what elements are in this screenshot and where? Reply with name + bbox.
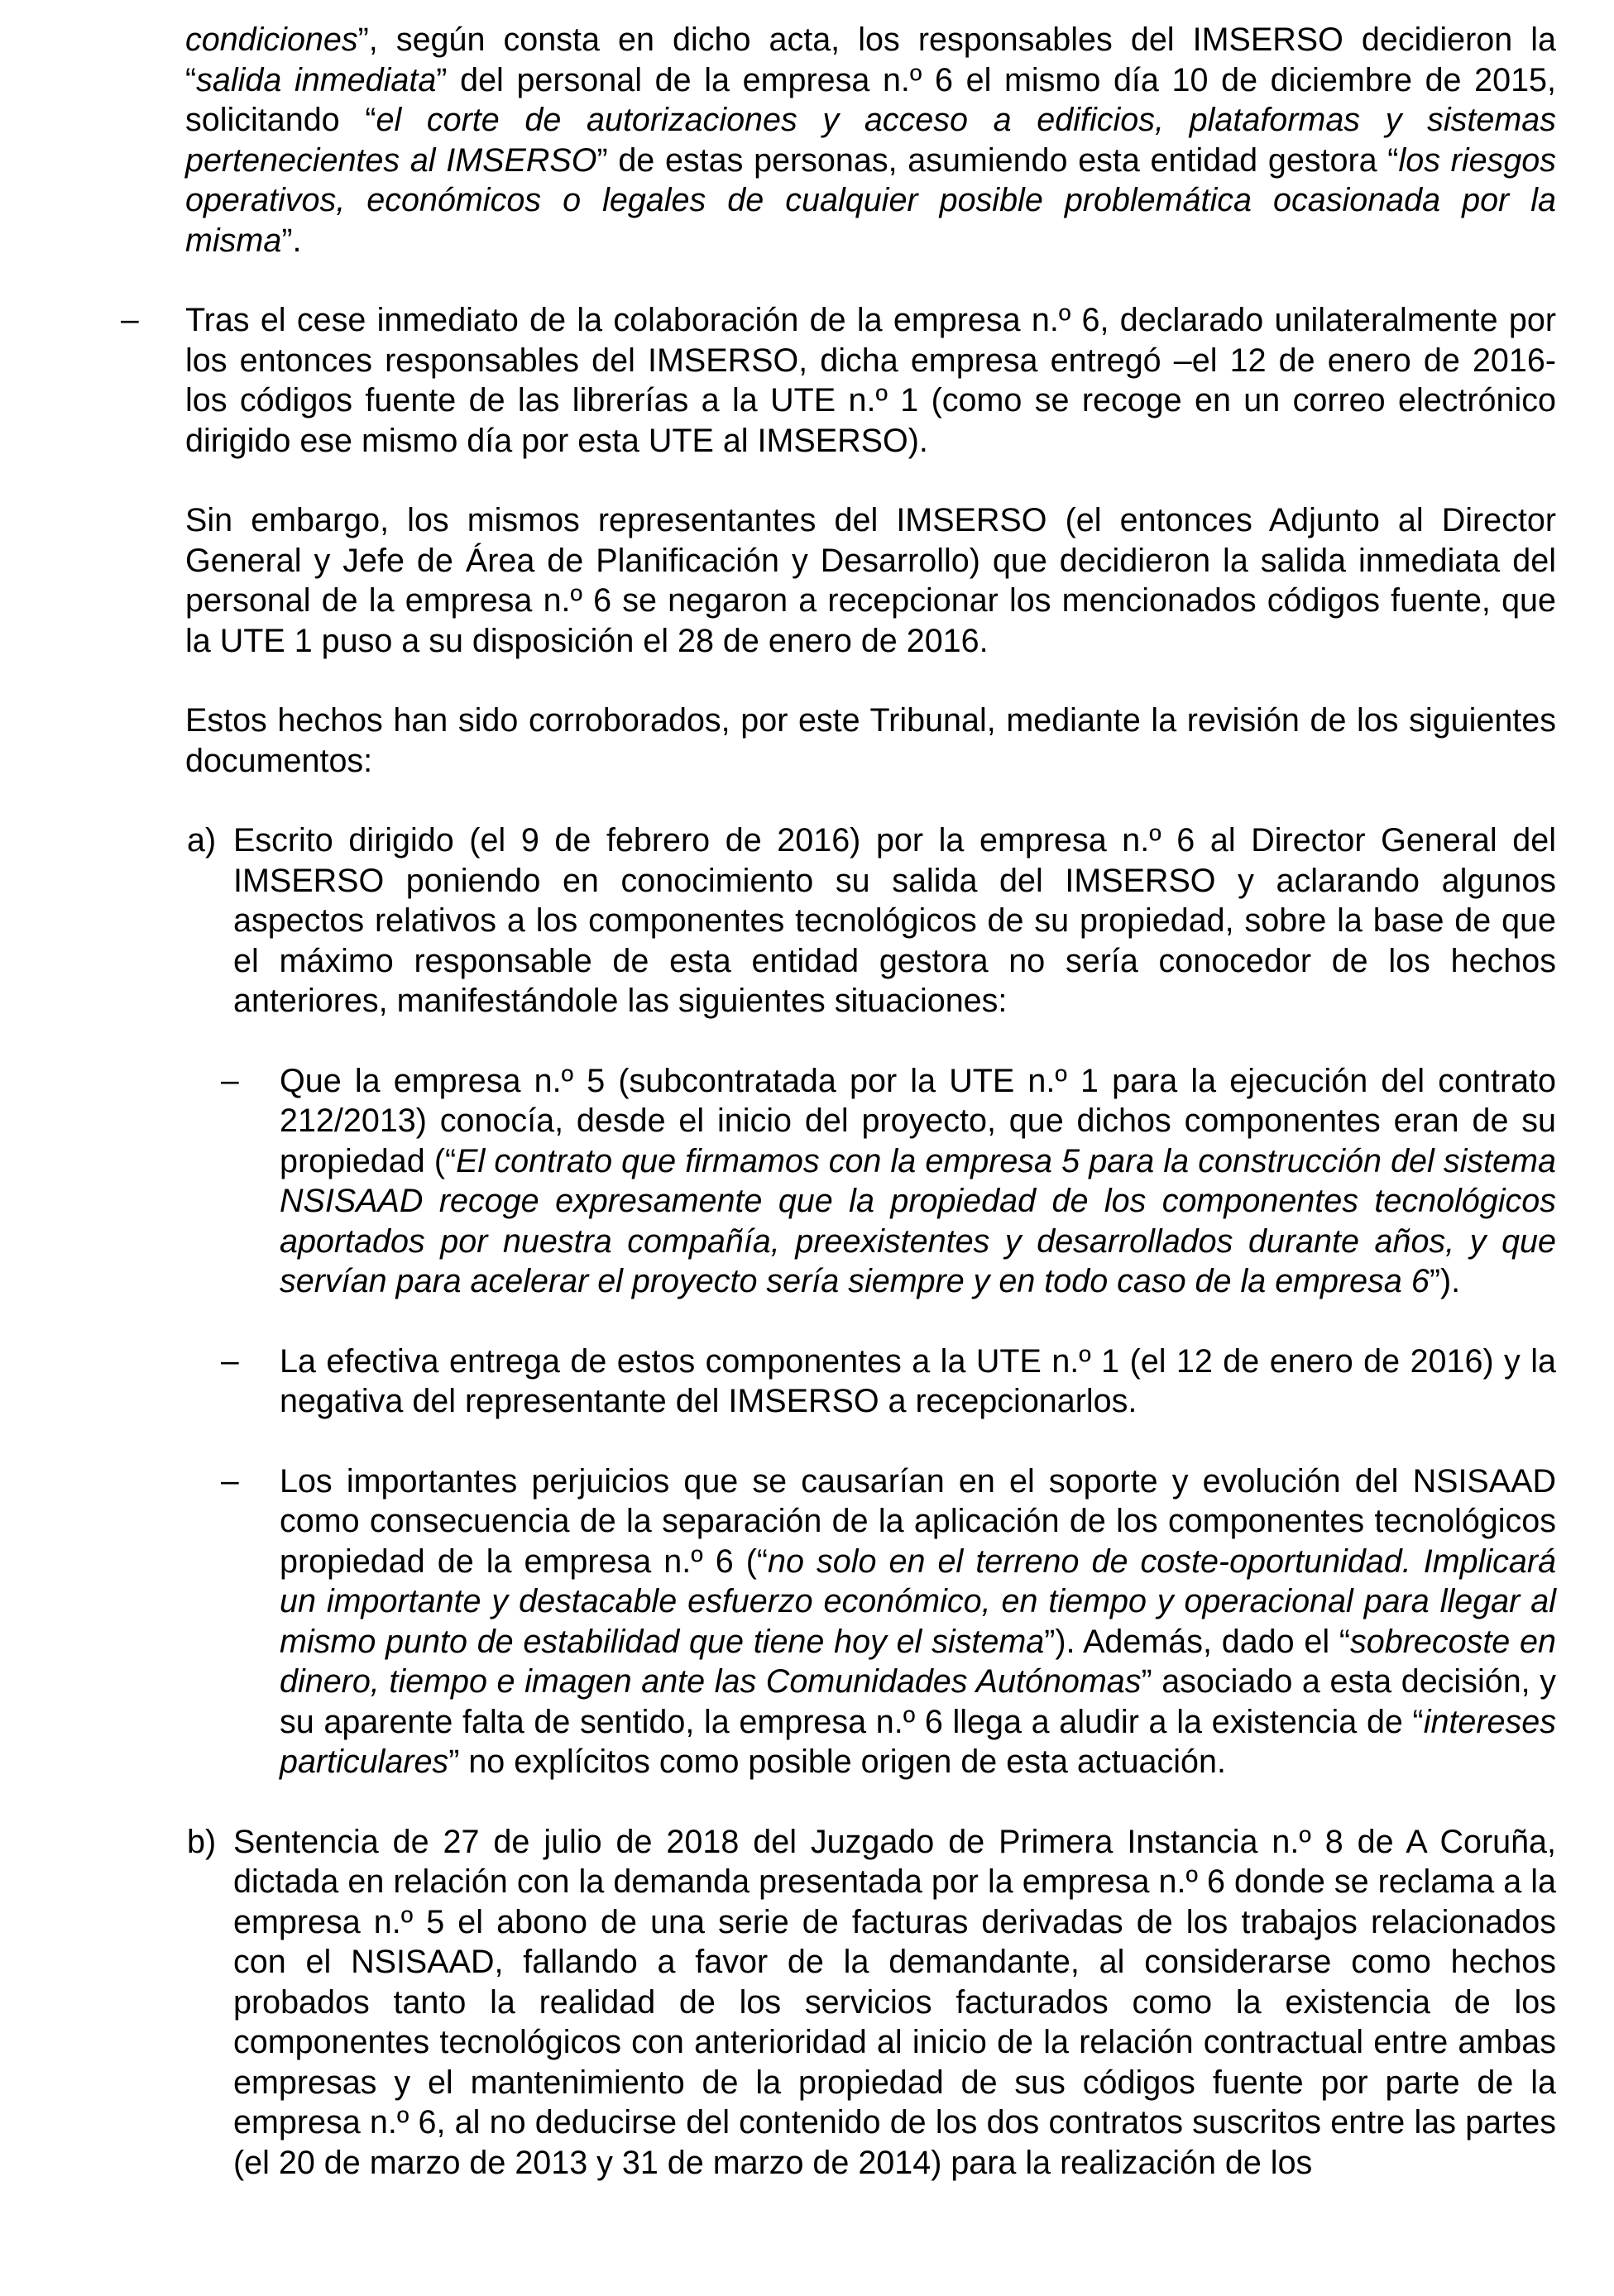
list-marker-a: a) xyxy=(187,822,217,859)
text-span: El contrato que firmamos con la empresa 5 para la construcción del sistema NSISAAD recoge expresamente que la propiedad de los componentes tecnológicos aportados por nuestra compañía, preexistentes y desarrollados durante años, y que servían para acelerar el proyecto sería siempre y en todo caso de la empresa 6 xyxy=(280,1142,1556,1299)
document-body xyxy=(121,20,1557,2183)
bullet-text: Tras el cese inmediato de la colaboración de la empresa n.º 6, declarado unilateralmente por los entonces responsables del IMSERSO, dicha empresa entregó –el 12 de enero de 2016- los códigos fuente de las librerías a la UTE n.º 1 (como se recoge en un correo electrónico dirigido ese mismo día por esta UTE al IMSERSO). xyxy=(185,302,1556,459)
text-span: condiciones xyxy=(185,22,358,58)
dash-bullet: – xyxy=(121,302,139,337)
text-span: Los importantes perjuicios que se causarían en el soporte y evolución del NSISAAD como consecuencia de la separación de la aplicación de los componentes tecnológicos propiedad de la empresa n.º 6 (“ xyxy=(280,1462,1556,1580)
list-item-text: Escrito dirigido (el 9 de febrero de 2016) por la empresa n.º 6 al Director General del IMSERSO poniendo en conocimiento su salida del IMSERSO y aclarando algunos aspectos relativos a los componentes tecnológicos de su propiedad, sobre la base de que el máximo responsable de esta entidad gestora no sería conocedor de los hechos anteriores, manifestándole las siguientes situaciones: xyxy=(233,822,1556,1019)
list-item-text: Sentencia de 27 de julio de 2018 del Juzgado de Primera Instancia n.º 8 de A Coruña, dictada en relación con la demanda presentada por la empresa n.º 6 donde se reclama a la empresa n.º 5 el abono de una serie de facturas derivadas de los trabajos relacionados con el NSISAAD, fallando a favor de la demandante, al considerarse como hechos probados tanto la realidad de los servicios facturados como la existencia de los componentes tecnológicos con anterioridad al inicio de la relación contractual entre ambas empresas y el mantenimiento de la propiedad de sus códigos fuente por parte de la empresa n.º 6, al no deducirse del contenido de los dos contratos suscritos entre las partes (el 20 de marzo de 2013 y 31 de marzo de 2014) para la realización de los xyxy=(233,1823,1556,2181)
sub-bullet-item-1 xyxy=(221,1061,1556,1302)
text-span: ”, según consta en dicho acta, los responsables del IMSERSO decidieron la “ xyxy=(185,22,1556,98)
text-span: ”). xyxy=(1429,1263,1461,1299)
text-span: los riesgos operativos, económicos o legales de cualquier posible problemática ocasionada por la misma xyxy=(185,141,1557,259)
sub-bullet-text: La efectiva entrega de estos componentes a la UTE n.º 1 (el 12 de enero de 2016) y la negativa del representante del IMSERSO a recepcionarlos. xyxy=(280,1342,1556,1419)
text-span: ” no explícitos como posible origen de esta actuación. xyxy=(448,1744,1226,1780)
text-span: ”. xyxy=(281,222,302,259)
text-span: ”). Además, dado el “ xyxy=(1044,1623,1351,1660)
dash-bullet: – xyxy=(221,1462,239,1499)
text-span: ” de estas personas, asumiendo esta entidad gestora “ xyxy=(596,141,1399,179)
sub-bullet-item-3 xyxy=(221,1461,1556,1782)
text-span: sobrecoste en dinero, tiempo e imagen ante las Comunidades Autónomas xyxy=(280,1623,1556,1700)
paragraph-continuation xyxy=(185,20,1556,261)
list-item-a xyxy=(187,820,1556,1021)
text-span: ” asociado a esta decisión, y su aparente falta de sentido, la empresa n.º 6 llega a aludir a la existencia de “ xyxy=(280,1663,1556,1740)
text-span: ” del personal de la empresa n.º 6 el mismo día 10 de diciembre de 2015, solicitando “ xyxy=(185,61,1557,138)
dash-bullet: – xyxy=(221,1342,239,1379)
text-span: intereses particulares xyxy=(280,1703,1556,1780)
paragraph-sin-embargo: Sin embargo, los mismos representantes del IMSERSO (el entonces Adjunto al Director General y Jefe de Área de Planificación y Desarrollo) que decidieron la salida inmediata del personal de la empresa n.º 6 se negaron a recepcionar los mencionados códigos fuente, que la UTE 1 puso a su disposición el 28 de enero de 2016. xyxy=(185,502,1556,659)
bullet-item-cese xyxy=(121,300,1556,461)
sub-bullet-text xyxy=(280,1061,1556,1302)
text-span: salida inmediata xyxy=(196,61,437,98)
list-item-b xyxy=(187,1822,1556,2184)
sub-bullet-text xyxy=(280,1461,1556,1782)
list-marker-b: b) xyxy=(187,1823,217,1860)
text-span: no solo en el terreno de coste-oportunidad. Implicará un importante y destacable esfuerzo económico, en tiempo y operacional para llegar al mismo punto de estabilidad que tiene hoy el sistema xyxy=(280,1543,1556,1660)
text-span: el corte de autorizaciones y acceso a edificios, plataformas y sistemas pertenecientes al IMSERSO xyxy=(185,102,1556,179)
sub-bullet-item-2 xyxy=(221,1342,1556,1422)
dash-bullet: – xyxy=(221,1062,239,1098)
paragraph-estos-hechos: Estos hechos han sido corroborados, por este Tribunal, mediante la revisión de los siguientes documentos: xyxy=(185,702,1556,779)
text-span: Que la empresa n.º 5 (subcontratada por la UTE n.º 1 para la ejecución del contrato 212/2013) conocía, desde el inicio del proyecto, que dichos componentes eran de su propiedad (“ xyxy=(280,1062,1556,1179)
